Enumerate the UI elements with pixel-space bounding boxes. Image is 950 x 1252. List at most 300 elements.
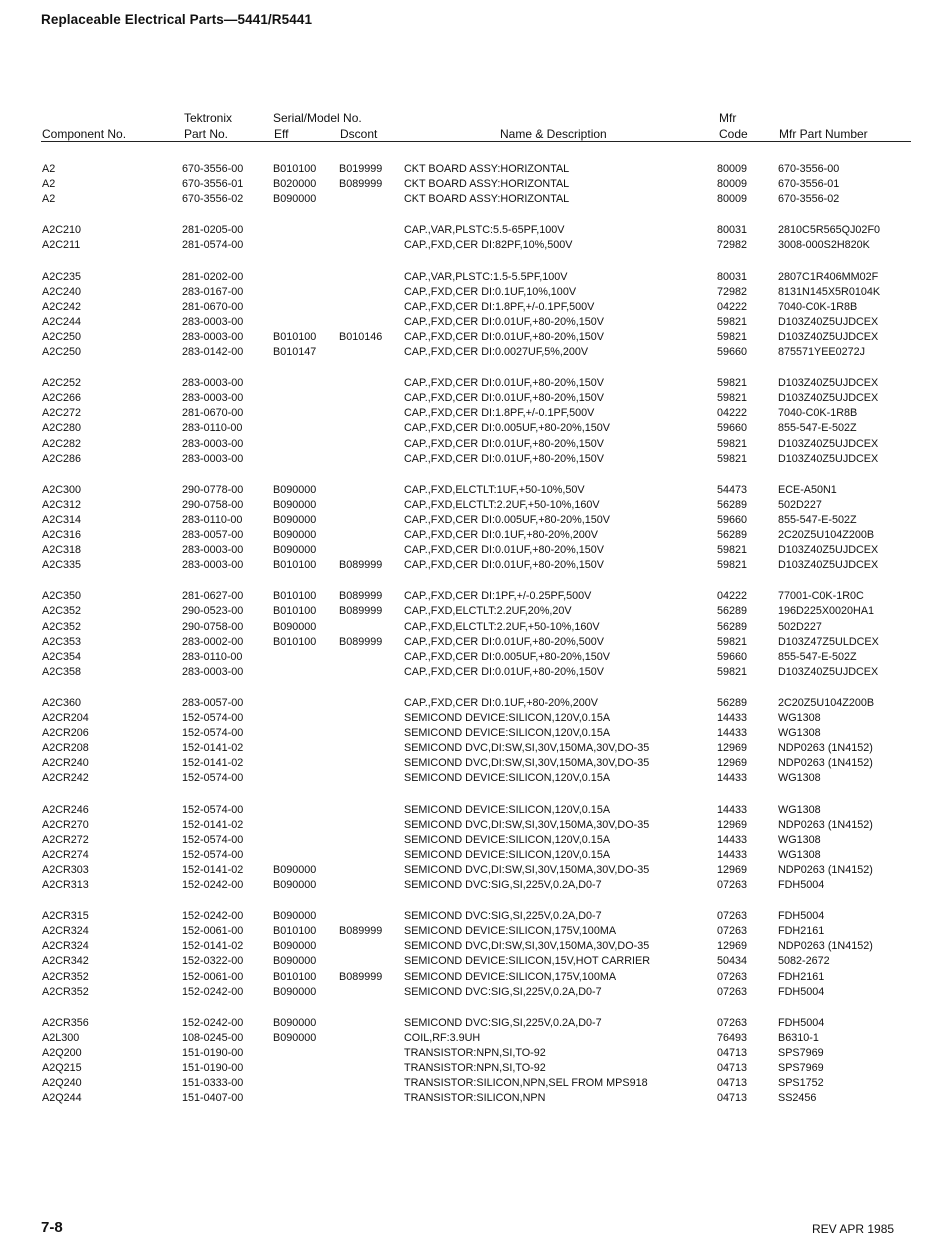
component-no: A2CR324 (42, 940, 89, 952)
header-mfr-part-number: Mfr Part Number (779, 127, 868, 141)
tektronix-part-no: 151-0190-00 (182, 1062, 244, 1074)
serial-eff: B090000 (273, 955, 317, 967)
name-description: SEMICOND DVC,DI:SW,SI,30V,150MA,30V,DO-35 (404, 757, 650, 769)
tektronix-part-no: 152-0242-00 (182, 1017, 244, 1029)
mfr-code: 59821 (717, 331, 748, 343)
header-tektronix: Tektronix (184, 111, 233, 125)
tektronix-part-no: 152-0061-00 (182, 925, 244, 937)
tektronix-part-no: 283-0142-00 (182, 346, 244, 358)
mfr-code: 12969 (717, 742, 748, 754)
tektronix-part-no: 283-0003-00 (182, 331, 244, 343)
mfr-part-number: 2C20Z5U104Z200B (778, 697, 875, 709)
tektronix-part-no: 283-0003-00 (182, 666, 244, 678)
name-description: CKT BOARD ASSY:HORIZONTAL (404, 178, 570, 190)
mfr-part-number: 7040-C0K-1R8B (778, 301, 858, 313)
name-description: CAP.,FXD,CER DI:0.1UF,10%,100V (404, 286, 577, 298)
mfr-code: 50434 (717, 955, 748, 967)
header-eff: Eff (274, 127, 289, 141)
tektronix-part-no: 283-0057-00 (182, 697, 244, 709)
serial-eff: B010100 (273, 163, 317, 175)
mfr-code: 59660 (717, 651, 748, 663)
serial-dscont: B019999 (339, 163, 383, 175)
table-row (0, 863, 950, 878)
mfr-part-number: 855-547-E-502Z (778, 422, 857, 434)
serial-eff: B010100 (273, 925, 317, 937)
name-description: CAP.,FXD,CER DI:0.01UF,+80-20%,150V (404, 331, 604, 343)
page-title: Replaceable Electrical Parts—5441/R5441 (41, 12, 313, 27)
component-no: A2C350 (42, 590, 82, 602)
mfr-part-number: D103Z40Z5UJDCEX (778, 392, 879, 404)
mfr-part-number: 875571YEE0272J (778, 346, 866, 358)
table-row (0, 635, 950, 650)
mfr-part-number: 3008-000S2H820K (778, 239, 870, 251)
serial-dscont: B089999 (339, 605, 383, 617)
name-description: CAP.,FXD,CER DI:0.01UF,+80-20%,150V (404, 316, 604, 328)
mfr-code: 59821 (717, 666, 748, 678)
mfr-code: 07263 (717, 910, 748, 922)
serial-eff: B090000 (273, 879, 317, 891)
serial-eff: B010100 (273, 636, 317, 648)
mfr-code: 80031 (717, 224, 748, 236)
tektronix-part-no: 283-0003-00 (182, 544, 244, 556)
component-no: A2C354 (42, 651, 82, 663)
mfr-code: 04713 (717, 1062, 748, 1074)
component-no: A2C300 (42, 484, 82, 496)
mfr-code: 56289 (717, 697, 748, 709)
table-row (0, 650, 950, 665)
mfr-part-number: D103Z40Z5UJDCEX (778, 544, 879, 556)
name-description: CAP.,FXD,CER DI:0.01UF,+80-20%,150V (404, 666, 604, 678)
mfr-code: 14433 (717, 834, 748, 846)
name-description: TRANSISTOR:NPN,SI,TO-92 (404, 1047, 546, 1059)
table-row (0, 162, 950, 177)
serial-eff: B090000 (273, 940, 317, 952)
component-no: A2 (42, 193, 56, 205)
table-row (0, 726, 950, 741)
component-no: A2C266 (42, 392, 82, 404)
mfr-part-number: 5082-2672 (778, 955, 830, 967)
component-no: A2CR315 (42, 910, 89, 922)
tektronix-part-no: 152-0574-00 (182, 772, 244, 784)
table-row (0, 345, 950, 360)
name-description: CAP.,VAR,PLSTC:5.5-65PF,100V (404, 224, 565, 236)
tektronix-part-no: 152-0141-02 (182, 864, 244, 876)
mfr-part-number: 855-547-E-502Z (778, 514, 857, 526)
table-row (0, 483, 950, 498)
component-no: A2C335 (42, 559, 82, 571)
header-component-no: Component No. (42, 127, 127, 141)
component-no: A2L300 (42, 1032, 80, 1044)
tektronix-part-no: 670-3556-00 (182, 163, 244, 175)
tektronix-part-no: 151-0333-00 (182, 1077, 244, 1089)
mfr-part-number: 2C20Z5U104Z200B (778, 529, 875, 541)
name-description: SEMICOND DEVICE:SILICON,175V,100MA (404, 925, 617, 937)
tektronix-part-no: 290-0778-00 (182, 484, 244, 496)
component-no: A2C211 (42, 239, 81, 251)
mfr-code: 07263 (717, 879, 748, 891)
mfr-part-number: NDP0263 (1N4152) (778, 940, 873, 952)
component-no: A2CR272 (42, 834, 89, 846)
mfr-part-number: WG1308 (778, 834, 821, 846)
component-no: A2CR313 (42, 879, 89, 891)
component-no: A2CR324 (42, 925, 89, 937)
component-no: A2C240 (42, 286, 82, 298)
mfr-code: 59821 (717, 636, 748, 648)
table-row (0, 376, 950, 391)
table-row (0, 513, 950, 528)
name-description: CAP.,FXD,CER DI:0.0027UF,5%,200V (404, 346, 589, 358)
serial-eff: B010100 (273, 559, 317, 571)
serial-dscont: B089999 (339, 925, 383, 937)
mfr-part-number: WG1308 (778, 804, 821, 816)
component-no: A2 (42, 163, 56, 175)
mfr-part-number: 670-3556-02 (778, 193, 840, 205)
table-row (0, 528, 950, 543)
mfr-code: 59821 (717, 316, 748, 328)
mfr-code: 12969 (717, 757, 748, 769)
tektronix-part-no: 108-0245-00 (182, 1032, 244, 1044)
name-description: SEMICOND DEVICE:SILICON,175V,100MA (404, 971, 617, 983)
header-dscont: Dscont (340, 127, 378, 141)
serial-eff: B090000 (273, 910, 317, 922)
tektronix-part-no: 152-0061-00 (182, 971, 244, 983)
name-description: CAP.,VAR,PLSTC:1.5-5.5PF,100V (404, 271, 568, 283)
component-no: A2C250 (42, 331, 82, 343)
tektronix-part-no: 283-0003-00 (182, 438, 244, 450)
mfr-code: 72982 (717, 286, 748, 298)
name-description: COIL,RF:3.9UH (404, 1032, 481, 1044)
tektronix-part-no: 281-0670-00 (182, 407, 244, 419)
mfr-code: 04222 (717, 301, 748, 313)
tektronix-part-no: 283-0110-00 (182, 422, 243, 434)
table-row (0, 1046, 950, 1061)
mfr-part-number: 670-3556-00 (778, 163, 840, 175)
table-row (0, 1016, 950, 1031)
table-row (0, 589, 950, 604)
header-name-description: Name & Description (500, 127, 607, 141)
component-no: A2CR352 (42, 986, 89, 998)
name-description: SEMICOND DVC:SIG,SI,225V,0.2A,D0-7 (404, 1017, 602, 1029)
table-row (0, 558, 950, 573)
component-no: A2C250 (42, 346, 82, 358)
mfr-code: 59821 (717, 559, 748, 571)
name-description: CAP.,FXD,ELCTLT:2.2UF,20%,20V (404, 605, 572, 617)
component-no: A2C352 (42, 605, 82, 617)
name-description: CAP.,FXD,ELCTLT:1UF,+50-10%,50V (404, 484, 585, 496)
name-description: CAP.,FXD,CER DI:0.1UF,+80-20%,200V (404, 697, 598, 709)
name-description: SEMICOND DVC:SIG,SI,225V,0.2A,D0-7 (404, 879, 602, 891)
table-row (0, 620, 950, 635)
table-row (0, 421, 950, 436)
serial-eff: B010147 (273, 346, 317, 358)
header-mfr: Mfr (719, 111, 737, 125)
mfr-code: 76493 (717, 1032, 748, 1044)
tektronix-part-no: 152-0242-00 (182, 986, 244, 998)
tektronix-part-no: 152-0242-00 (182, 910, 244, 922)
component-no: A2C280 (42, 422, 82, 434)
table-row (0, 954, 950, 969)
mfr-part-number: SPS7969 (778, 1062, 824, 1074)
name-description: CAP.,FXD,CER DI:0.005UF,+80-20%,150V (404, 514, 610, 526)
component-no: A2CR270 (42, 819, 89, 831)
mfr-part-number: 196D225X0020HA1 (778, 605, 875, 617)
mfr-part-number: D103Z47Z5ULDCEX (778, 636, 879, 648)
mfr-part-number: FDH2161 (778, 971, 825, 983)
tektronix-part-no: 152-0141-02 (182, 940, 244, 952)
component-no: A2Q200 (42, 1047, 82, 1059)
mfr-code: 14433 (717, 712, 748, 724)
tektronix-part-no: 290-0758-00 (182, 499, 244, 511)
mfr-code: 56289 (717, 499, 748, 511)
component-no: A2CR352 (42, 971, 89, 983)
table-row (0, 330, 950, 345)
mfr-part-number: NDP0263 (1N4152) (778, 819, 873, 831)
component-no: A2Q215 (42, 1062, 82, 1074)
table-row (0, 1076, 950, 1091)
serial-eff: B090000 (273, 544, 317, 556)
table-row (0, 177, 950, 192)
mfr-code: 12969 (717, 940, 748, 952)
serial-eff: B090000 (273, 986, 317, 998)
table-row (0, 741, 950, 756)
table-row (0, 985, 950, 1000)
component-no: A2C272 (42, 407, 82, 419)
tektronix-part-no: 152-0574-00 (182, 804, 244, 816)
table-row (0, 970, 950, 985)
component-no: A2C242 (42, 301, 82, 313)
component-no: A2C314 (42, 514, 82, 526)
name-description: SEMICOND DVC,DI:SW,SI,30V,150MA,30V,DO-35 (404, 864, 650, 876)
mfr-code: 59821 (717, 377, 748, 389)
mfr-part-number: D103Z40Z5UJDCEX (778, 438, 879, 450)
mfr-part-number: 2810C5R565QJ02F0 (778, 224, 881, 236)
table-row (0, 498, 950, 513)
name-description: SEMICOND DVC,DI:SW,SI,30V,150MA,30V,DO-35 (404, 742, 650, 754)
serial-dscont: B089999 (339, 971, 383, 983)
table-row (0, 1031, 950, 1046)
tektronix-part-no: 283-0003-00 (182, 453, 244, 465)
component-no: A2CR204 (42, 712, 89, 724)
table-row (0, 315, 950, 330)
name-description: SEMICOND DEVICE:SILICON,15V,HOT CARRIER (404, 955, 650, 967)
mfr-part-number: 77001-C0K-1R0C (778, 590, 864, 602)
table-row (0, 878, 950, 893)
tektronix-part-no: 283-0167-00 (182, 286, 244, 298)
mfr-part-number: FDH5004 (778, 879, 825, 891)
name-description: CAP.,FXD,CER DI:0.1UF,+80-20%,200V (404, 529, 598, 541)
mfr-part-number: SS2456 (778, 1092, 817, 1104)
component-no: A2C360 (42, 697, 82, 709)
mfr-code: 04713 (717, 1077, 748, 1089)
component-no: A2C252 (42, 377, 82, 389)
mfr-code: 07263 (717, 1017, 748, 1029)
table-row (0, 711, 950, 726)
serial-eff: B090000 (273, 484, 317, 496)
mfr-part-number: WG1308 (778, 772, 821, 784)
serial-eff: B010100 (273, 590, 317, 602)
tektronix-part-no: 152-0574-00 (182, 834, 244, 846)
name-description: TRANSISTOR:NPN,SI,TO-92 (404, 1062, 546, 1074)
component-no: A2CR240 (42, 757, 89, 769)
component-no: A2C282 (42, 438, 82, 450)
revision-date: REV APR 1985 (812, 1222, 895, 1236)
mfr-code: 56289 (717, 621, 748, 633)
mfr-code: 59821 (717, 544, 748, 556)
mfr-part-number: ECE-A50N1 (778, 484, 837, 496)
header-code: Code (719, 127, 748, 141)
name-description: TRANSISTOR:SILICON,NPN (404, 1092, 546, 1104)
table-row (0, 803, 950, 818)
name-description: CKT BOARD ASSY:HORIZONTAL (404, 163, 570, 175)
mfr-part-number: D103Z40Z5UJDCEX (778, 316, 879, 328)
tektronix-part-no: 283-0110-00 (182, 651, 243, 663)
table-row (0, 391, 950, 406)
table-row (0, 909, 950, 924)
mfr-code: 07263 (717, 971, 748, 983)
mfr-code: 59660 (717, 346, 748, 358)
serial-eff: B090000 (273, 864, 317, 876)
mfr-code: 56289 (717, 605, 748, 617)
mfr-part-number: FDH2161 (778, 925, 825, 937)
tektronix-part-no: 281-0627-00 (182, 590, 244, 602)
tektronix-part-no: 281-0574-00 (182, 239, 244, 251)
table-row (0, 665, 950, 680)
mfr-part-number: 7040-C0K-1R8B (778, 407, 858, 419)
table-row (0, 300, 950, 315)
name-description: SEMICOND DVC:SIG,SI,225V,0.2A,D0-7 (404, 986, 602, 998)
mfr-part-number: SPS7969 (778, 1047, 824, 1059)
serial-dscont: B089999 (339, 590, 383, 602)
serial-eff: B090000 (273, 499, 317, 511)
serial-eff: B010100 (273, 605, 317, 617)
table-row (0, 406, 950, 421)
name-description: CAP.,FXD,CER DI:1.8PF,+/-0.1PF,500V (404, 301, 595, 313)
mfr-part-number: 855-547-E-502Z (778, 651, 857, 663)
table-row (0, 818, 950, 833)
table-row (0, 192, 950, 207)
table-row (0, 924, 950, 939)
mfr-part-number: NDP0263 (1N4152) (778, 742, 873, 754)
component-no: A2CR246 (42, 804, 89, 816)
table-row (0, 238, 950, 253)
tektronix-part-no: 670-3556-01 (182, 178, 244, 190)
name-description: CAP.,FXD,CER DI:1PF,+/-0.25PF,500V (404, 590, 592, 602)
tektronix-part-no: 152-0574-00 (182, 849, 244, 861)
tektronix-part-no: 283-0003-00 (182, 392, 244, 404)
name-description: SEMICOND DEVICE:SILICON,120V,0.15A (404, 804, 611, 816)
component-no: A2C352 (42, 621, 82, 633)
name-description: CAP.,FXD,CER DI:0.01UF,+80-20%,150V (404, 559, 604, 571)
component-no: A2CR342 (42, 955, 89, 967)
table-row (0, 270, 950, 285)
component-no: A2CR356 (42, 1017, 89, 1029)
mfr-code: 04222 (717, 590, 748, 602)
mfr-code: 80009 (717, 193, 748, 205)
mfr-part-number: D103Z40Z5UJDCEX (778, 331, 879, 343)
name-description: CAP.,FXD,ELCTLT:2.2UF,+50-10%,160V (404, 621, 600, 633)
tektronix-part-no: 152-0574-00 (182, 712, 244, 724)
component-no: A2C312 (42, 499, 82, 511)
mfr-part-number: D103Z40Z5UJDCEX (778, 377, 879, 389)
serial-dscont: B089999 (339, 559, 383, 571)
serial-eff: B010100 (273, 971, 317, 983)
mfr-part-number: WG1308 (778, 727, 821, 739)
component-no: A2C353 (42, 636, 82, 648)
tektronix-part-no: 283-0110-00 (182, 514, 243, 526)
mfr-code: 56289 (717, 529, 748, 541)
component-no: A2CR242 (42, 772, 89, 784)
mfr-code: 14433 (717, 772, 748, 784)
mfr-part-number: D103Z40Z5UJDCEX (778, 559, 879, 571)
serial-eff: B090000 (273, 1032, 317, 1044)
header-divider (41, 141, 911, 142)
tektronix-part-no: 281-0202-00 (182, 271, 244, 283)
mfr-part-number: FDH5004 (778, 1017, 825, 1029)
name-description: CAP.,FXD,ELCTLT:2.2UF,+50-10%,160V (404, 499, 600, 511)
mfr-part-number: FDH5004 (778, 986, 825, 998)
serial-eff: B090000 (273, 529, 317, 541)
tektronix-part-no: 283-0003-00 (182, 377, 244, 389)
mfr-part-number: WG1308 (778, 712, 821, 724)
tektronix-part-no: 290-0758-00 (182, 621, 244, 633)
component-no: A2CR208 (42, 742, 89, 754)
header-serial-model-no: Serial/Model No. (273, 111, 362, 125)
mfr-code: 14433 (717, 849, 748, 861)
serial-eff: B090000 (273, 621, 317, 633)
serial-dscont: B089999 (339, 178, 383, 190)
mfr-part-number: D103Z40Z5UJDCEX (778, 453, 879, 465)
name-description: CAP.,FXD,CER DI:0.005UF,+80-20%,150V (404, 651, 610, 663)
component-no: A2C316 (42, 529, 82, 541)
mfr-code: 14433 (717, 804, 748, 816)
mfr-part-number: 670-3556-01 (778, 178, 840, 190)
tektronix-part-no: 152-0574-00 (182, 727, 244, 739)
serial-eff: B090000 (273, 193, 317, 205)
mfr-code: 59821 (717, 392, 748, 404)
mfr-code: 80009 (717, 178, 748, 190)
mfr-part-number: NDP0263 (1N4152) (778, 864, 873, 876)
table-row (0, 285, 950, 300)
mfr-part-number: SPS1752 (778, 1077, 824, 1089)
table-row (0, 848, 950, 863)
mfr-part-number: NDP0263 (1N4152) (778, 757, 873, 769)
name-description: SEMICOND DVC:SIG,SI,225V,0.2A,D0-7 (404, 910, 602, 922)
component-no: A2 (42, 178, 56, 190)
component-no: A2C358 (42, 666, 82, 678)
component-no: A2CR303 (42, 864, 89, 876)
name-description: SEMICOND DEVICE:SILICON,120V,0.15A (404, 834, 611, 846)
page-number: 7-8 (41, 1219, 63, 1236)
mfr-code: 12969 (717, 819, 748, 831)
tektronix-part-no: 290-0523-00 (182, 605, 244, 617)
name-description: CAP.,FXD,CER DI:82PF,10%,500V (404, 239, 573, 251)
tektronix-part-no: 152-0242-00 (182, 879, 244, 891)
mfr-code: 80009 (717, 163, 748, 175)
serial-eff: B020000 (273, 178, 317, 190)
name-description: CAP.,FXD,CER DI:0.005UF,+80-20%,150V (404, 422, 610, 434)
mfr-code: 59821 (717, 453, 748, 465)
table-row (0, 756, 950, 771)
mfr-code: 54473 (717, 484, 748, 496)
mfr-code: 07263 (717, 986, 748, 998)
mfr-part-number: 502D227 (778, 621, 822, 633)
mfr-code: 04222 (717, 407, 748, 419)
table-row (0, 696, 950, 711)
mfr-code: 04713 (717, 1092, 748, 1104)
table-row (0, 833, 950, 848)
tektronix-part-no: 283-0003-00 (182, 316, 244, 328)
component-no: A2C286 (42, 453, 82, 465)
